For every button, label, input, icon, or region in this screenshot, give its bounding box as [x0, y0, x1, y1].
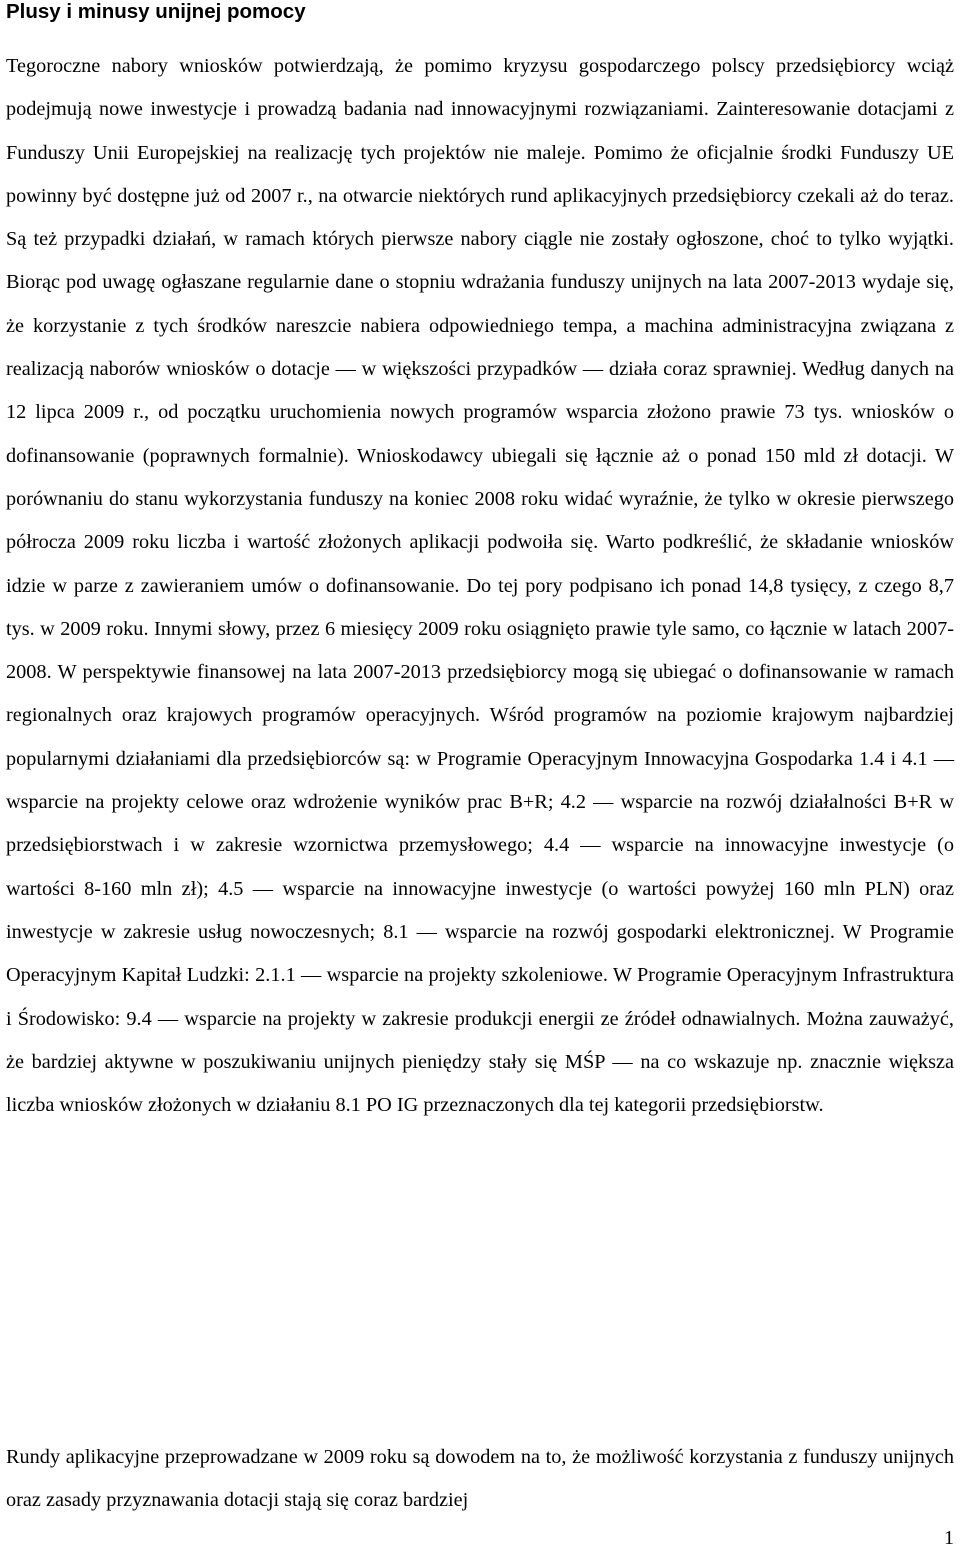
body-paragraph: Tegoroczne nabory wniosków potwierdzają, że pomimo kryzysu gospodarczego polscy przedsiębiorcy wciąż podejmują nowe inwestycje i prowadzą badania nad innowacyjnymi rozwiązaniami. Zainteresowanie dotacjami z Funduszy Unii Europejskiej na realizację tych projektów nie maleje. Pomimo że oficjalnie środki Funduszy UE powinny być dostępne już od 2007 r., na otwarcie niektórych rund aplikacyjnych przedsiębiorcy czekali aż do teraz. Są też przypadki działań, w ramach których pierwsze nabory ciągle nie zostały ogłoszone, choć to tylko wyjątki. Biorąc pod uwagę ogłaszane regularnie dane o stopniu wdrażania funduszy unijnych na lata 2007-2013 wydaje się, że korzystanie z tych środków nareszcie nabiera odpowiedniego tempa, a machina administracyjna związana z realizacją naborów wniosków o dotacje — w większości przypadków — działa coraz sprawniej. Według danych na 12 lipca 2009 r., od początku uruchomienia nowych programów wsparcia złożono prawie 73 tys. wniosków o dofinansowanie (poprawnych formalnie). Wnioskodawcy ubiegali się łącznie aż o ponad 150 mld zł dotacji. W porównaniu do stanu wykorzystania funduszy na koniec 2008 roku widać wyraźnie, że tylko w okresie pierwszego półrocza 2009 roku liczba i wartość złożonych aplikacji podwoiła się. Warto podkreślić, że składanie wniosków idzie w parze z zawieraniem umów o dofinansowanie. Do tej pory podpisano ich ponad 14,8 tysięcy, z czego 8,7 tys. w 2009 roku. Innymi słowy, przez 6 miesięcy 2009 roku osiągnięto prawie tyle samo, co łącznie w latach 2007-2008. W perspektywie finansowej na lata 2007-2013 przedsiębiorcy mogą się ubiegać o dofinansowanie w ramach regionalnych oraz krajowych programów operacyjnych. Wśród programów na poziomie krajowym najbardziej popularnymi działaniami dla przedsiębiorców są: w Programie Operacyjnym Innowacyjna Gospodarka 1.4 i 4.1 — wsparcie na projekty celowe oraz wdrożenie wyników prac B+R; 4.2 — wsparcie na rozwój działalności B+R w przedsiębiorstwach i w zakresie wzornictwa przemysłowego; 4.4 — wsparcie na innowacyjne inwestycje (o wartości 8-160 mln zł); 4.5 — wsparcie na innowacyjne inwestycje (o wartości powyżej 160 mln PLN) oraz inwestycje w zakresie usług nowoczesnych; 8.1 — wsparcie na rozwój gospodarki elektronicznej. W Programie Operacyjnym Kapitał Ludzki: 2.1.1 — wsparcie na projekty szkoleniowe. W Programie Operacyjnym Infrastruktura i Środowisko: 9.4 — wsparcie na projekty w zakresie produkcji energii ze źródeł odnawialnych. Można zauważyć, że bardziej aktywne w poszukiwaniu unijnych pieniędzy stały się MŚP — na co wskazuje np. znacznie większa liczba wniosków złożonych w działaniu 8.1 PO IG przeznaczonych dla tej kategorii przedsiębiorstw.: [6, 55, 954, 1117]
page-number: 1: [944, 1527, 954, 1549]
body-paragraph: Rundy aplikacyjne przeprowadzane w 2009 roku są dowodem na to, że możliwość korzystania z funduszy unijnych oraz zasady przyznawania dotacji stają się coraz bardziej: [6, 1446, 954, 1512]
document-title: Plusy i minusy unijnej pomocy: [6, 0, 306, 23]
